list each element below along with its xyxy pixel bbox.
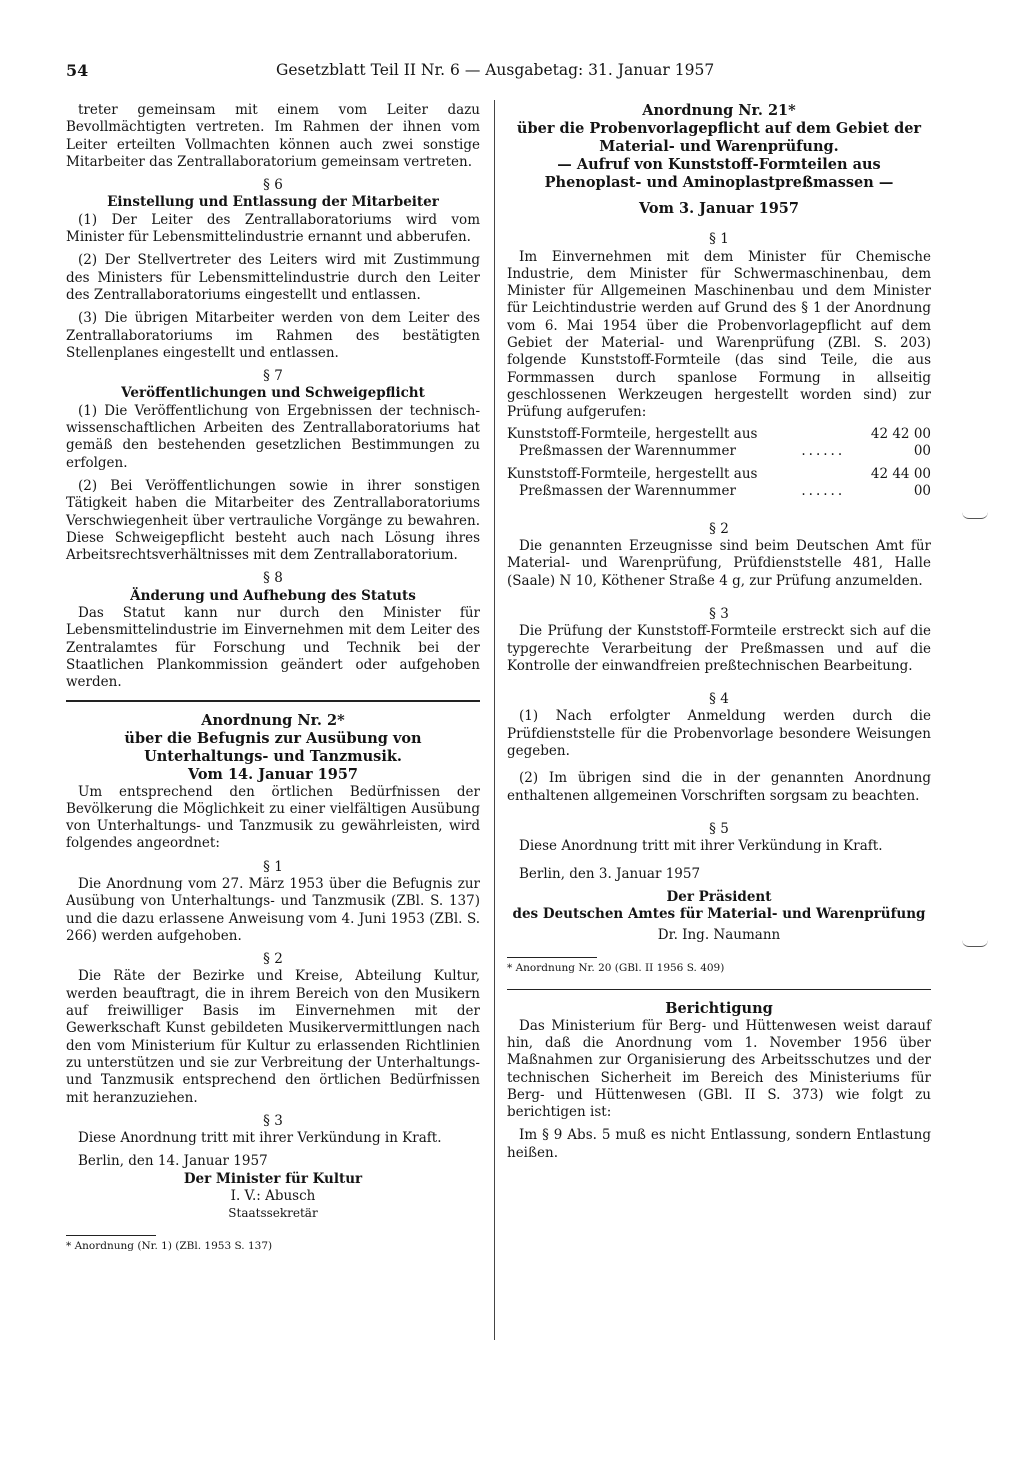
ordinance-2-section-1-text: Die Anordnung vom 27. März 1953 über die Befugnis zur Ausübung von Unterhaltungs- und Tanzmusik (ZBl. S. 137) und die dazu erlassene Anweisung vom 4. Juni 1953 (ZBl. S. 266) werden aufgehoben. [66, 875, 480, 944]
ordinance-2-signature-name: I. V.: Abusch [230, 1188, 316, 1205]
ordinance-21-footnote: * Anordnung Nr. 20 (GBl. II 1956 S. 409) [507, 961, 725, 974]
ordinance-2-section-1-label: § 1 [263, 858, 283, 875]
ordinance-2-place-date: Berlin, den 14. Januar 1957 [78, 1153, 268, 1170]
page-number: 54 [66, 61, 89, 80]
ordinance-2-intro: Um entsprechend den örtlichen Bedürfnissen der Bevölkerung die Möglichkeit zu einer vielfältigen Ausübung von Unterhaltungs- und Tanzmusik zu gewährleisten, wird folgendes angeordnet: [66, 783, 480, 852]
section-6-title: Einstellung und Entlassung der Mitarbeiter [107, 194, 439, 211]
section-7-title: Veröffentlichungen und Schweigepflicht [121, 385, 425, 402]
header-title: Gesetzblatt Teil II Nr. 6 — Ausgabetag: 31. Januar 1957 [276, 61, 715, 79]
item-text: Kunststoff-Formteile, hergestellt aus Preßmassen der Warennummer [507, 425, 758, 459]
ordinance-2-signature-role: Staatssekretär [228, 1206, 318, 1221]
ordinance-2-footnote: * Anordnung (Nr. 1) (ZBl. 1953 S. 137) [66, 1239, 273, 1252]
ordinance-2-title-line-1: Anordnung Nr. 2* [201, 711, 345, 729]
ordinance-2-signature-title: Der Minister für Kultur [183, 1170, 363, 1187]
footnote-rule [507, 957, 597, 958]
section-1-text: Im Einvernehmen mit dem Minister für Chemische Industrie, dem Minister für Schwermaschinenbau, dem Minister für Allgemeinen Maschinenbau und dem Minister für Leichtindustrie werden auf Grund des § 1 der Anordnung vom 6. Mai 1954 über die Probenvorlagepflicht auf dem Gebiet der Material- und Warenprüfung (ZBl. S. 203) folgende Kunststoff-Formteile (das sind Teile, die aus Formmassen durch spanlose Formung in allseitig geschlossenen Werkzeugen hergestellt worden sind) zur Prüfung aufgerufen: [507, 248, 931, 421]
intro-paragraph: treter gemeinsam mit einem vom Leiter dazu Bevollmächtigten vertreten. Im Rahmen der ihnen vom Leiter erteilten Vollmachten können auch zwei sonstige Mitarbeiter das Zentrallaboratorium gemeinsam vertreten. [66, 102, 480, 170]
item-number: 42 44 00 00 [870, 466, 931, 500]
section-4-label: § 4 [709, 691, 729, 708]
section-2-text: Die genannten Erzeugnisse sind beim Deutschen Amt für Material- und Warenprüfung, Prüfdienststelle 481, Halle (Saale) N 10, Köthener Straße 4 g, zur Prüfung anzumelden. [507, 538, 931, 589]
section-6-paragraph-2: (2) Der Stellvertreter des Leiters wird mit Zustimmung des Ministers für Lebensmittelindustrie durch den Leiter des Zentrallaboratoriums eingestellt und entlassen. [66, 252, 480, 303]
section-3-text: Die Prüfung der Kunststoff-Formteile erstreckt sich auf die typgerechte Verarbeitung der Preßmassen und auf die Kontrolle der einwandfreien preßtechnischen Bearbeitung. [507, 623, 931, 674]
section-8-title: Änderung und Aufhebung des Statuts [130, 587, 416, 604]
section-8-label: § 8 [263, 570, 283, 587]
ordinance-2-section-3-label: § 3 [263, 1112, 283, 1129]
ordinance-2-title-line-2: über die Befugnis zur Ausübung von [124, 729, 422, 747]
ordinance-21-title-line-4: — Aufruf von Kunststoff-Formteilen aus [557, 156, 881, 173]
item-row [507, 426, 931, 461]
section-8-paragraph: Das Statut kann nur durch den Minister für Lebensmittelindustrie im Einvernehmen mit dem Leiter des Zentralamtes für Forschung und Technik bei der Staatlichen Plankommission geändert oder aufgehoben werden. [66, 605, 480, 691]
ordinance-2-date: Vom 14. Januar 1957 [187, 765, 359, 783]
section-7-paragraph-2: (2) Bei Veröffentlichungen sowie in ihrer sonstigen Tätigkeit haben die Mitarbeiter des Zentrallaboratoriums Verschwiegenheit über vertrauliche Vorgänge zu bewahren. Diese Schweigepflicht besteht auch nach Lösung ihres Arbeitsrechtsverhältnisses mit dem Zentrallaboratorium. [66, 477, 480, 564]
ordinance-2-section-3-text: Diese Anordnung tritt mit ihrer Verkündung in Kraft. [78, 1130, 442, 1147]
column-divider [494, 100, 495, 1340]
item-row [507, 466, 931, 501]
item-dots: ...... [801, 442, 846, 459]
item-dots: ...... [801, 483, 846, 500]
place-date: Berlin, den 3. Januar 1957 [519, 865, 701, 882]
section-1-label: § 1 [709, 231, 729, 248]
ordinance-2-title-line-3: Unterhaltungs- und Tanzmusik. [144, 747, 402, 765]
section-4-paragraph-1: (1) Nach erfolgter Anmeldung werden durch die Prüfdienststelle für die Probenvorlage besondere Weisungen gegeben. [507, 708, 931, 760]
signature-title: Der Präsident [666, 888, 772, 905]
correction-fix: Im § 9 Abs. 5 muß es nicht Entlassung, sondern Entlastung heißen. [507, 1127, 931, 1161]
left-column [66, 102, 480, 1253]
signature-name: Dr. Ing. Naumann [657, 927, 781, 944]
ordinance-2-section-2-label: § 2 [263, 951, 283, 968]
section-4-paragraph-2: (2) Im übrigen sind die in der genannten Anordnung enthaltenen allgemeinen Vorschriften sorgsam zu beachten. [507, 770, 931, 804]
right-column [507, 102, 931, 1162]
margin-mark [962, 940, 988, 947]
page-header [66, 62, 944, 84]
ordinance-21-title-line-2: über die Probenvorlagepflicht auf dem Gebiet der [516, 120, 922, 137]
section-2-label: § 2 [709, 520, 729, 537]
correction-text: Das Ministerium für Berg- und Hüttenwesen weist darauf hin, daß die Anordnung vom 1. November 1956 über Maßnahmen zur Organisierung des Arbeitsschutzes und der technischen Sicherheit im Bereich des Ministeriums für Berg- und Hüttenwesen (GBl. II S. 373) wie folgt zu berichtigen ist: [507, 1017, 931, 1121]
signature-institution: des Deutschen Amtes für Material- und Warenprüfung [512, 906, 926, 923]
section-divider [507, 989, 931, 990]
section-5-text: Diese Anordnung tritt mit ihrer Verkündung in Kraft. [519, 838, 883, 855]
ordinance-21-title-line-1: Anordnung Nr. 21* [642, 102, 796, 119]
ordinance-2-section-2-text: Die Räte der Bezirke und Kreise, Abteilung Kultur, werden beauftragt, die in ihrem Bereich von den Musikern auf freiwilliger Basis im Einvernehmen mit der Gewerkschaft Kunst gebildeten Musikervermittlungen nach den vom Ministerium für Kultur zu erlassenden Richtlinien zu unterstützen und sie zur Verbreitung der Unterhaltungs- und Tanzmusik entsprechend den örtlichen Bedürfnissen mit heranzuziehen. [66, 968, 480, 1106]
item-number: 42 42 00 00 [870, 425, 931, 459]
margin-mark [962, 512, 988, 519]
ordinance-21-date: Vom 3. Januar 1957 [639, 200, 799, 217]
section-6-label: § 6 [263, 177, 283, 194]
section-6-paragraph-1: (1) Der Leiter des Zentrallaboratoriums wird vom Minister für Lebensmittelindustrie ernannt und abberufen. [66, 211, 480, 246]
section-5-label: § 5 [709, 820, 729, 837]
correction-title: Berichtigung [665, 999, 773, 1017]
section-7-label: § 7 [263, 368, 283, 385]
ordinance-21-title-line-5: Phenoplast- und Aminoplastpreßmassen — [544, 174, 894, 191]
section-3-label: § 3 [709, 605, 729, 622]
footnote-rule [66, 1235, 156, 1236]
item-text: Kunststoff-Formteile, hergestellt aus Preßmassen der Warennummer [507, 466, 758, 500]
section-7-paragraph-1: (1) Die Veröffentlichung von Ergebnissen der technisch-wissenschaftlichen Arbeiten des Zentrallaboratoriums hat gemäß den bestehenden gesetzlichen Bestimmungen zu erfolgen. [66, 402, 480, 471]
ordinance-21-title-line-3: Material- und Warenprüfung. [599, 138, 839, 155]
section-6-paragraph-3: (3) Die übrigen Mitarbeiter werden von dem Leiter des Zentrallaboratoriums im Rahmen des bestätigten Stellenplanes eingestellt und entlassen. [66, 310, 480, 361]
section-divider [66, 700, 480, 702]
